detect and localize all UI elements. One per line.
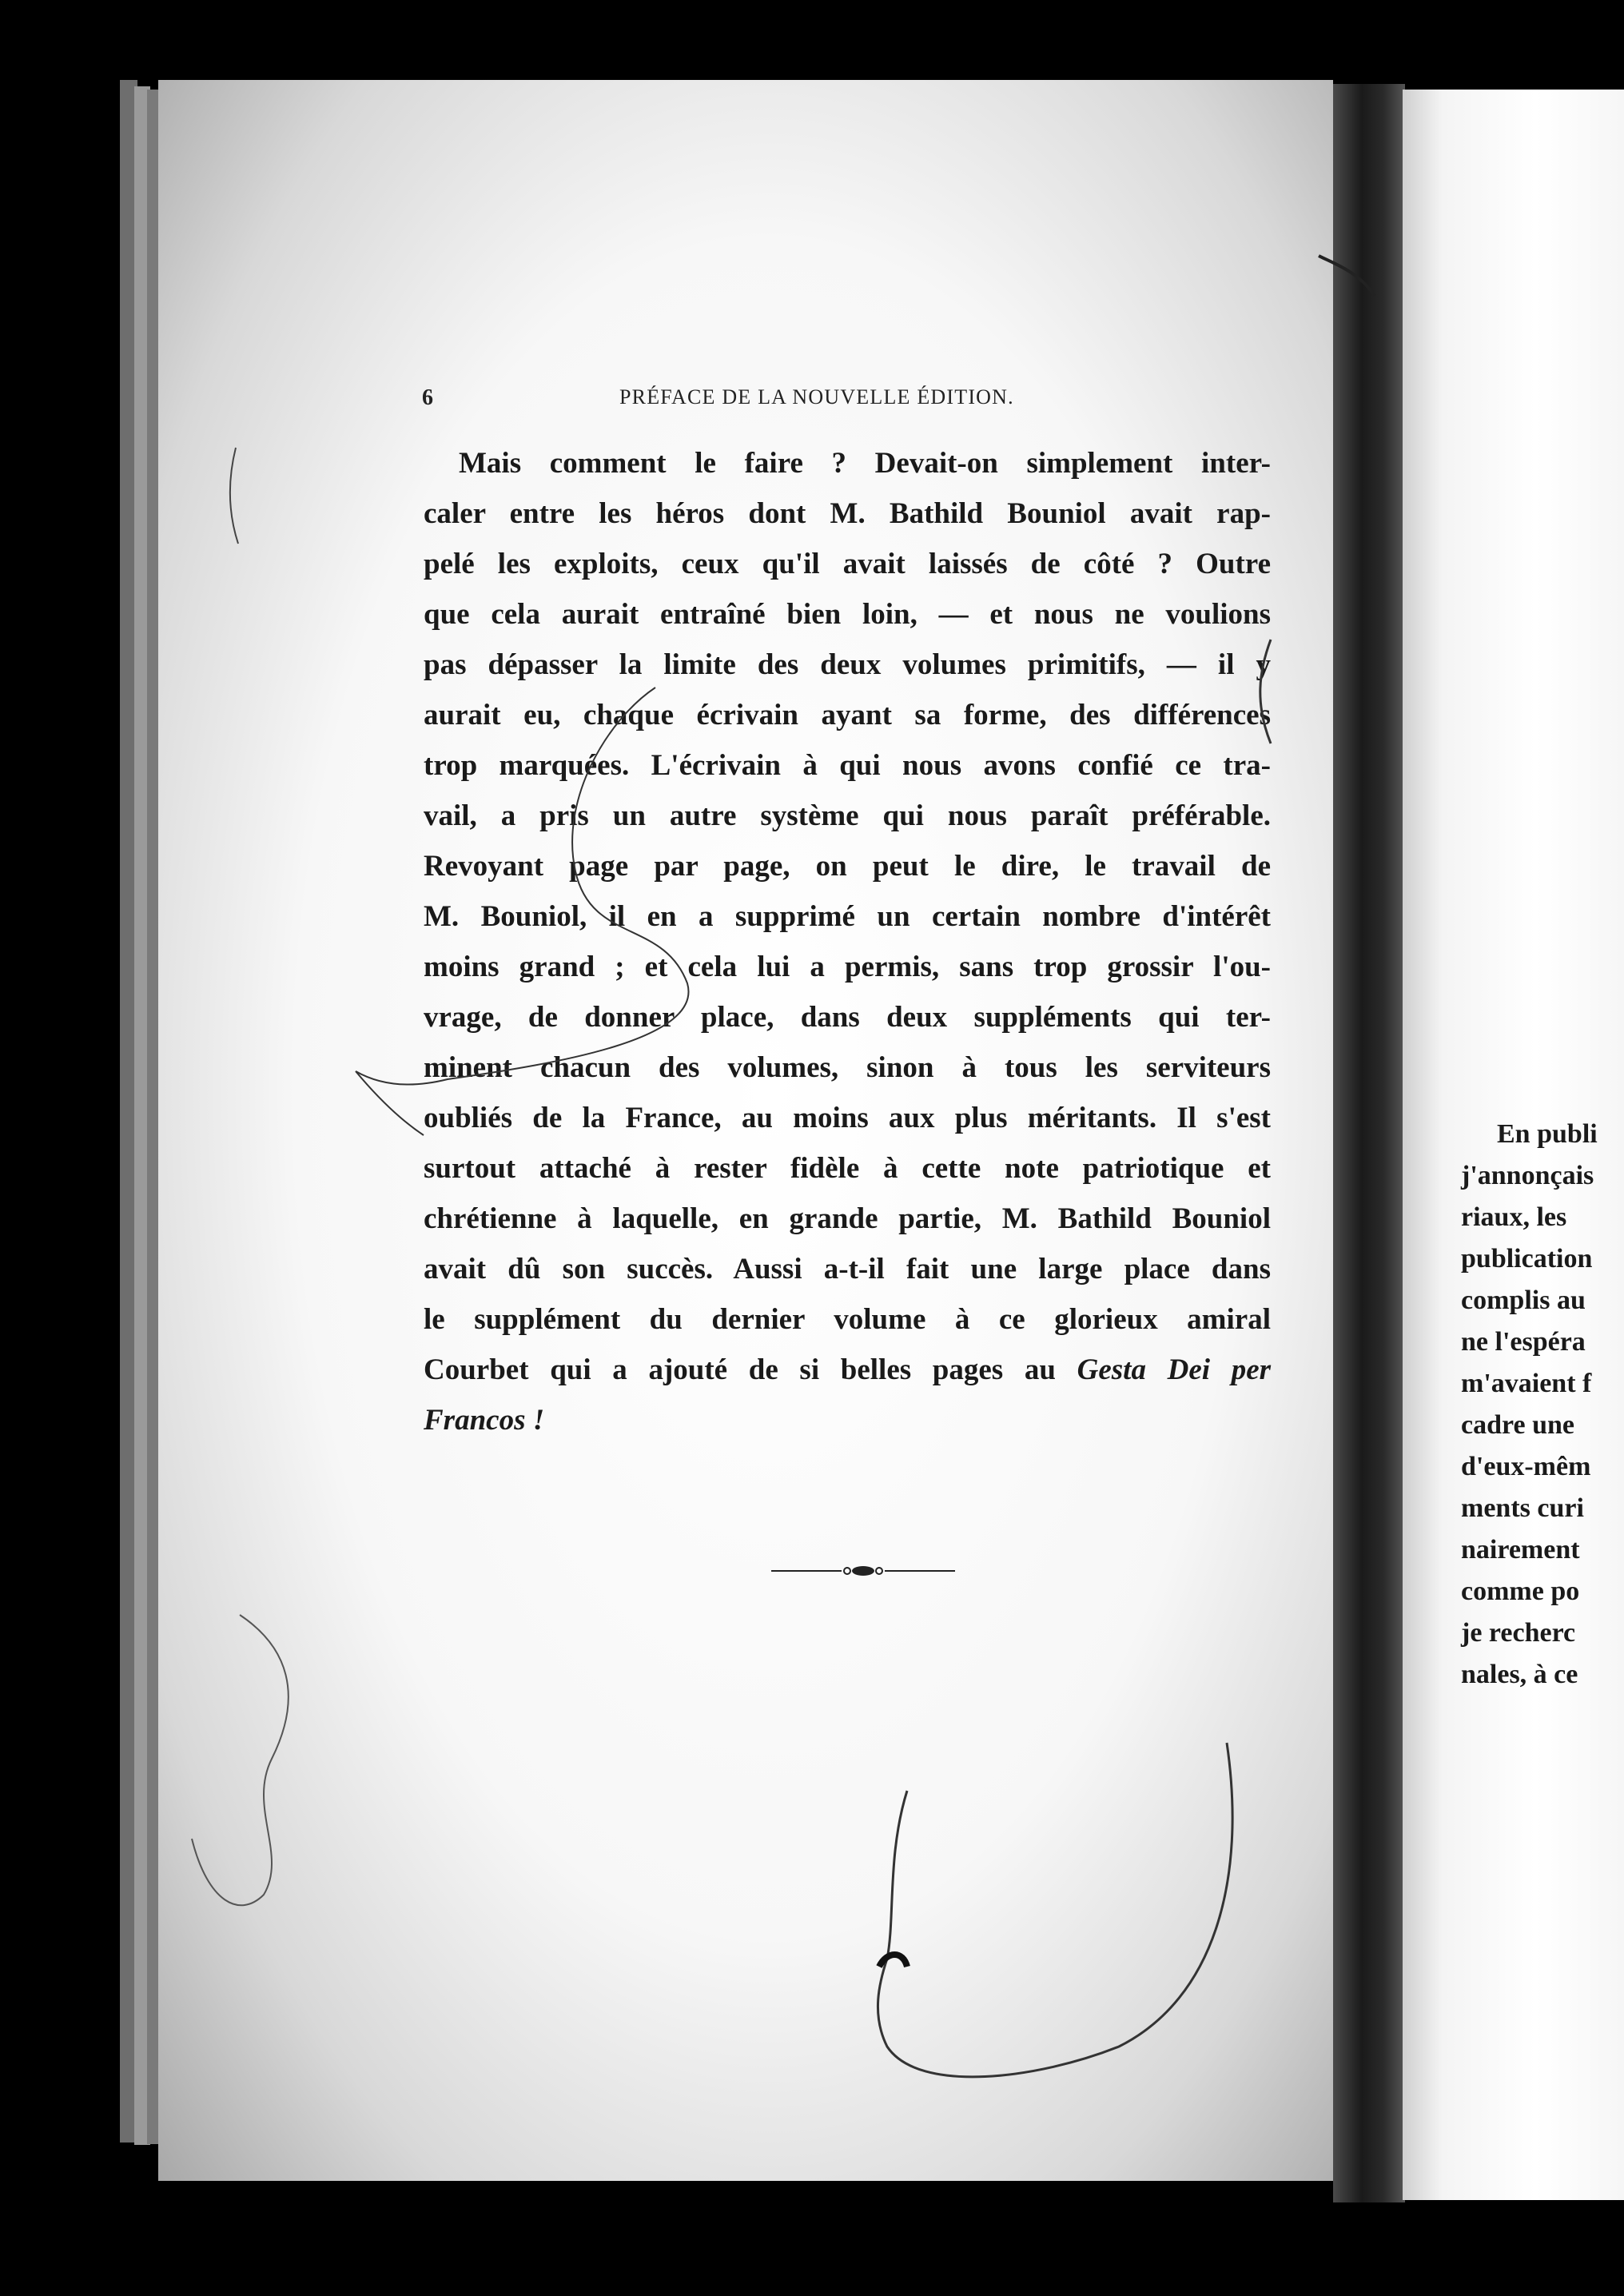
text-line: oubliés de la France, au moins aux plus méritants. Il s'est	[424, 1102, 1271, 1134]
text-line: Mais comment le faire ? Devait-on simplement inter-	[459, 447, 1271, 480]
page-number: 6	[422, 385, 433, 410]
hair-mark	[356, 688, 689, 1085]
facing-text-line: j'annonçais	[1461, 1161, 1594, 1190]
hair-mark	[1319, 256, 1375, 296]
hair-mark	[192, 1615, 289, 1905]
text-line: chrétienne à laquelle, en grande partie, M. Bathild Bouniol	[424, 1202, 1271, 1235]
running-head: PRÉFACE DE LA NOUVELLE ÉDITION.	[619, 385, 1014, 409]
facing-text-line: m'avaient f	[1461, 1369, 1592, 1398]
hair-mark	[1260, 640, 1271, 743]
facing-text-line: comme po	[1461, 1577, 1580, 1606]
text-line: trop marquées. L'écrivain à qui nous avons confié ce tra-	[424, 749, 1271, 782]
italic-title-end: Francos !	[424, 1404, 545, 1437]
facing-text-line: publication	[1461, 1244, 1593, 1274]
text-line: pas dépasser la limite des deux volumes primitifs, — il y	[424, 648, 1271, 681]
text-line: moins grand ; et cela lui a permis, sans trop grossir l'ou-	[424, 951, 1271, 983]
facing-text-line: En publi	[1497, 1119, 1598, 1149]
hair-mark	[879, 1955, 907, 1967]
text-line: minent chacun des volumes, sinon à tous les serviteurs	[424, 1051, 1271, 1084]
text-line: M. Bouniol, il en a supprimé un certain nombre d'intérêt	[424, 900, 1271, 933]
text-line: caler entre les héros dont M. Bathild Bouniol avait rap-	[424, 497, 1271, 530]
text-line: pelé les exploits, ceux qu'il avait laissés de côté ? Outre	[424, 548, 1271, 580]
text-line: que cela aurait entraîné bien loin, — et nous ne voulions	[424, 598, 1271, 631]
text-span: Courbet qui a ajouté de si belles pages au	[424, 1353, 1056, 1386]
text-line: le supplément du dernier volume à ce glorieux amiral	[424, 1303, 1271, 1336]
text-line: vail, a pris un autre système qui nous paraît préférable.	[424, 799, 1271, 832]
facing-text-line: nairement	[1461, 1535, 1580, 1565]
italic-title: Gesta Dei per	[1077, 1353, 1272, 1386]
facing-text-line: nales, à ce	[1461, 1660, 1578, 1689]
text-line: aurait eu, chaque écrivain ayant sa forme, des différences	[424, 699, 1271, 731]
facing-text-line: ments curi	[1461, 1493, 1584, 1523]
hair-mark	[878, 1743, 1232, 2077]
text-line: surtout attaché à rester fidèle à cette note patriotique et	[424, 1152, 1271, 1185]
text-line: avait dû son succès. Aussi a-t-il fait une large place dans	[424, 1253, 1271, 1286]
text-line: Revoyant page par page, on peut le dire, le travail de	[424, 850, 1271, 883]
facing-text-line: d'eux-mêm	[1461, 1452, 1591, 1481]
facing-text-line: je recherc	[1461, 1618, 1576, 1648]
facing-text-line: riaux, les	[1461, 1202, 1567, 1232]
facing-text-line: complis au	[1461, 1286, 1586, 1315]
facing-text-line: cadre une	[1461, 1410, 1574, 1440]
facing-text-line: ne l'espéra	[1461, 1327, 1586, 1357]
text-line: vrage, de donner place, dans deux suppléments qui ter-	[424, 1001, 1271, 1034]
hair-mark	[230, 448, 238, 544]
hair-mark	[356, 1071, 424, 1135]
